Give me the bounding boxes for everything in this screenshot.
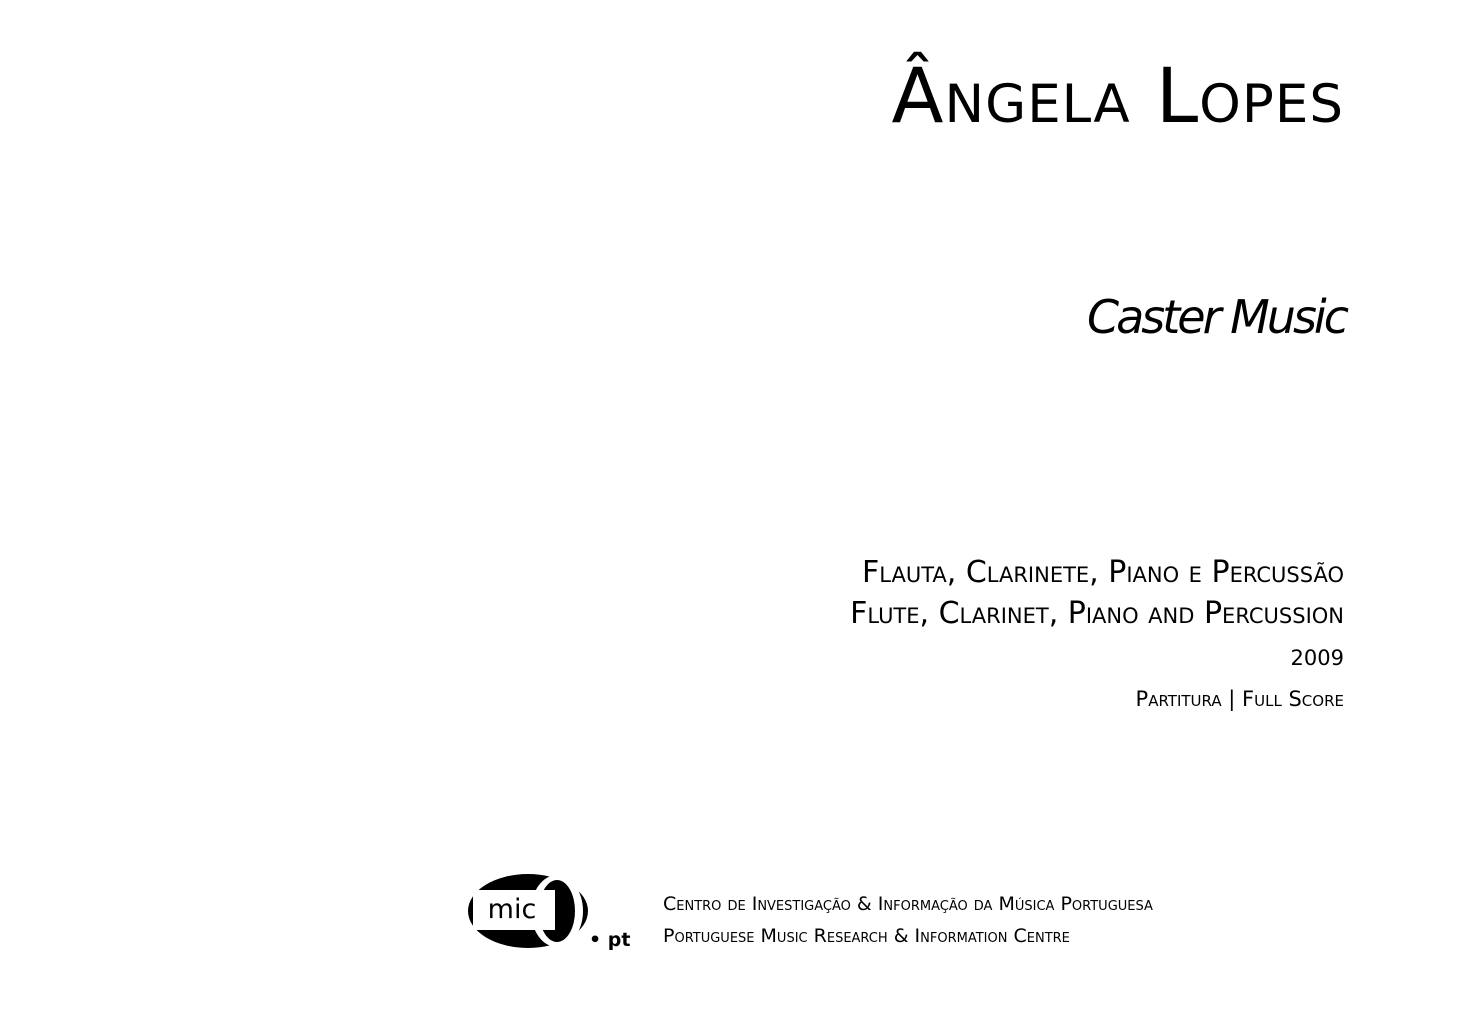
- mic-logo: [465, 868, 635, 958]
- instrumentation-en: Flute, Clarinet, Piano and Percussion: [850, 596, 1344, 631]
- publisher-name-en: Portuguese Music Research & Information Centre: [663, 925, 1070, 947]
- edition-label: Partitura | Full Score: [1135, 687, 1344, 711]
- composer-name: Ângela Lopes: [891, 51, 1344, 140]
- work-title: Caster Music: [1086, 290, 1346, 344]
- instrumentation-pt: Flauta, Clarinete, Piano e Percussão: [862, 555, 1344, 590]
- logo-text: mic: [487, 894, 537, 925]
- logo-suffix: • pt: [589, 929, 631, 951]
- year: 2009: [1290, 646, 1344, 670]
- publisher-name-pt: Centro de Investigação & Informação da Música Portuguesa: [663, 893, 1153, 915]
